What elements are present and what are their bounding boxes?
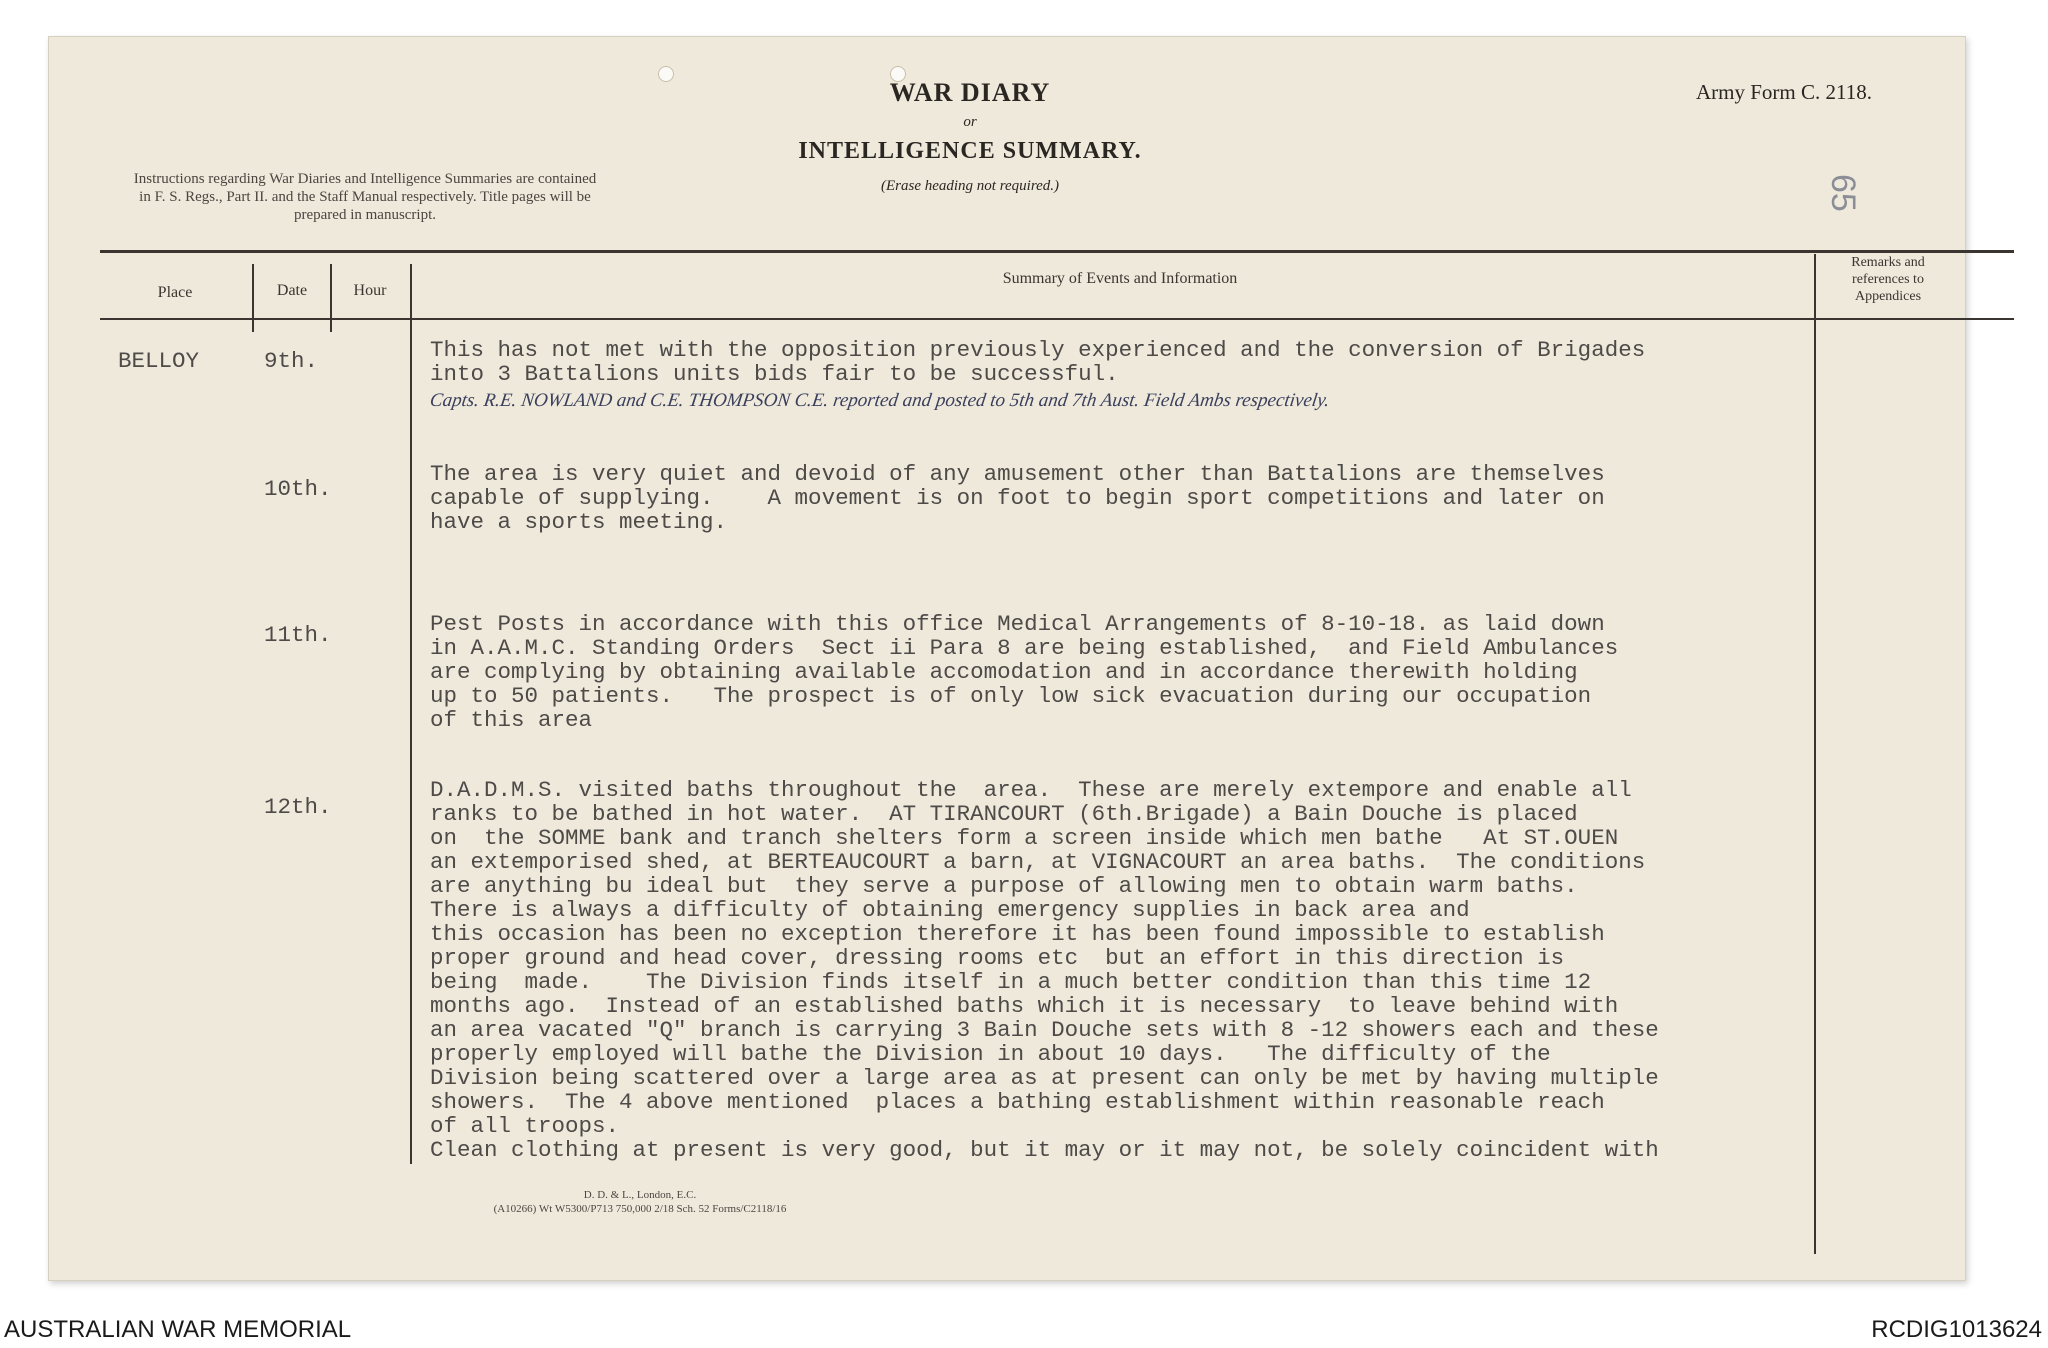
entry-date: 9th. bbox=[264, 348, 319, 374]
table-header-rule bbox=[100, 318, 2014, 320]
hour-column-header: Hour bbox=[353, 282, 387, 299]
column-divider bbox=[410, 264, 412, 1164]
army-form-number: Army Form C. 2118. bbox=[1696, 80, 1872, 104]
entry-date: 11th. bbox=[264, 622, 332, 648]
form-title: WAR DIARY bbox=[889, 78, 1051, 107]
place-column-header: Place bbox=[157, 284, 193, 301]
remarks-column-header: Remarks and references to Appendices bbox=[1851, 255, 1925, 304]
table-top-rule bbox=[100, 250, 2014, 253]
entry-text: D.A.D.M.S. visited baths throughout the area. These are merely extempore and enable all ranks to be bathed in hot water. AT TIRANCOURT (6th.Brigade) a Bain Douche is placed on the SOMME bank and tranch shelters form a screen inside which men bathe At ST.OUEN an extemporised shed, at BERTEAUCOURT a barn, at VIGNACOURT an area baths. The conditions are anything bu ideal but they serve a purpose of allowing men to obtain warm baths. There is always a difficulty of obtaining emergency supplies in back area and this occasion has been no exception therefore it has been found impossible to establish proper ground and head cover, dressing rooms etc but an effort in this direction is being made. The Division finds itself in a much better condition than this time 12 months ago. Instead of an established baths which it is necessary to leave behind with an area vacated "Q" branch is carrying 3 Bain Douche sets with 8 -12 showers each and these properly employed will bathe the Division in about 10 days. The difficulty of the Division being scattered over a large area as at present can only be met by having multiple showers. The 4 above mentioned places a bathing establishment within reasonable reach of all troops. Clean clothing at present is very good, but it may or it may not, be solely coincident with bbox=[430, 777, 1659, 1163]
date-column-header: Date bbox=[276, 282, 308, 299]
column-divider bbox=[252, 264, 254, 332]
instructions-note: Instructions regarding War Diaries and Intelligence Summaries are contained in F. S. Regs., Part II. and the Staff Manual respectively. Title pages will be prepared in manuscript. bbox=[133, 171, 597, 223]
form-subtitle: INTELLIGENCE SUMMARY. bbox=[798, 138, 1142, 164]
column-divider bbox=[1814, 254, 1816, 1254]
entry-date: 10th. bbox=[264, 476, 332, 502]
entry-text: Pest Posts in accordance with this office Medical Arrangements of 8-10-18. as laid down in A.A.M.C. Standing Orders Sect ii Para 8 are being established, and Field Ambulances are complying by obtaining available accomodation and in accordance therewith holding up to 50 patients. The prospect is of only low sick evacuation during our occupation of this area bbox=[430, 611, 1619, 733]
sheet-number: 65 bbox=[1824, 174, 1862, 212]
entry-text: The area is very quiet and devoid of any amusement other than Battalions are themselves capable of supplying. A movement is on foot to begin sport competitions and later on have a sports meeting. bbox=[430, 461, 1605, 535]
archive-id: RCDIG1013624 bbox=[1871, 1316, 2042, 1343]
erase-note: (Erase heading not required.) bbox=[880, 178, 1060, 194]
printer-imprint: D. D. & L., London, E.C. (A10266) Wt W5300/P713 750,000 2/18 Sch. 52 Forms/C2118/16 bbox=[493, 1189, 787, 1215]
handwritten-note: Capts. R.E. NOWLAND and C.E. THOMPSON C.E. reported and posted to 5th and 7th Aust. Field Ambs respectively. bbox=[428, 390, 1331, 411]
column-divider bbox=[330, 264, 332, 332]
entry-date: 12th. bbox=[264, 794, 332, 820]
place-name: BELLOY bbox=[118, 348, 200, 374]
summary-column-header: Summary of Events and Information bbox=[1002, 270, 1238, 287]
form-or: or bbox=[963, 114, 977, 130]
entry-text: This has not met with the opposition previously experienced and the conversion of Brigades into 3 Battalions units bids fair to be successful. bbox=[430, 337, 1646, 387]
archive-credit: AUSTRALIAN WAR MEMORIAL bbox=[4, 1316, 352, 1343]
